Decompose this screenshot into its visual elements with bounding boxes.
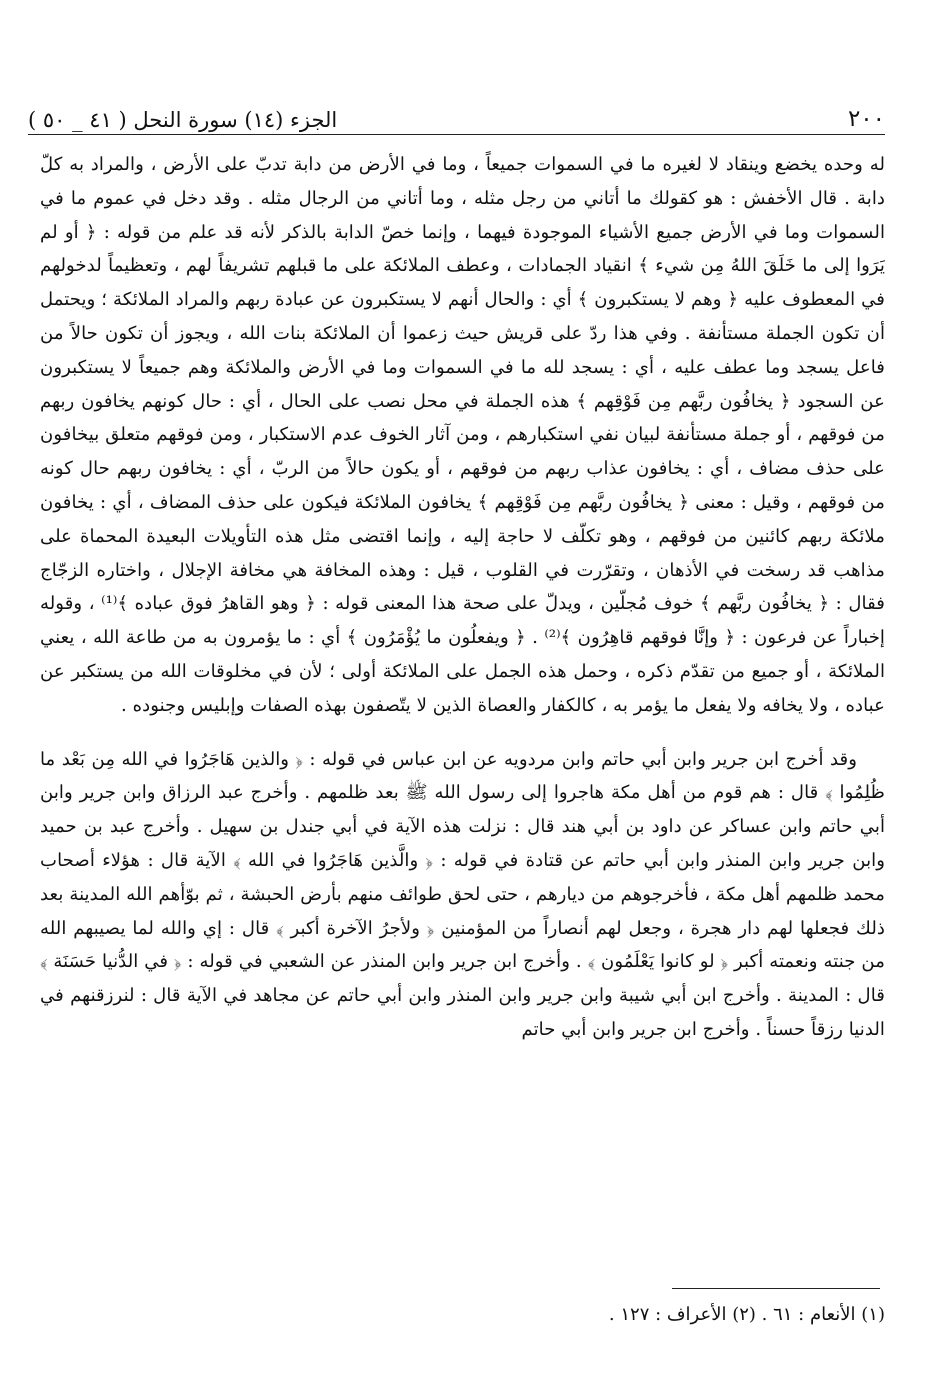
page-number: ٢٠٠: [847, 106, 885, 132]
header-divider: [28, 134, 885, 135]
page-header: [28, 92, 885, 132]
paragraph-2: وقد أخرج ابن جرير وابن أبي حاتم وابن مردويه عن ابن عباس في قوله : ﴿ والذين هَاجَرُوا في الله مِن بَعْد ما ظُلِمُوا ﴾ قال : هم قوم من أهل مكة هاجروا إلى رسول الله ﷺ بعد ظلمهم . وأخرج عبد الرزاق وابن جرير وابن أبي حاتم وابن عساكر عن داود بن أبي هند قال : نزلت هذه الآية في أبي جندل بن سهيل . وأخرج عبد بن حميد وابن جرير وابن المنذر وابن أبي حاتم عن قتادة في قوله : ﴿ والَّذين هَاجَرُوا في الله ﴾ الآية قال : هؤلاء أصحاب محمد ظلمهم أهل مكة ، فأخرجوهم من ديارهم ، حتى لحق طوائف منهم بأرض الحبشة ، ثم بوّأهم الله المدينة بعد ذلك فجعلها لهم دار هجرة ، وجعل لهم أنصاراً من المؤمنين ﴿ ولأجرُ الآخرة أكبر ﴾ قال : إي والله لما يصيبهم الله من جنته ونعمته أكبر ﴿ لو كانوا يَعْلَمُون ﴾ . وأخرج ابن جرير وابن المنذر عن الشعبي في قوله : ﴿ في الدُّنيا حَسَنَة ﴾ قال : المدينة . وأخرج ابن أبي شيبة وابن جرير وابن المنذر وابن أبي حاتم عن مجاهد في الآية قال : لنرزقنهم في الدنيا رزقاً حسناً . وأخرج ابن جرير وابن أبي حاتم: [40, 748, 885, 1040]
paragraph-1: له وحده يخضع وينقاد لا لغيره ما في السموات جميعاً ، وما في الأرض من دابة تدبّ على الأرض ، والمراد به كلّ دابة . قال الأخفش : هو كقولك ما أتاني من رجل مثله ، وما أتاني من الرجال مثله . وقد دخل في عموم ما في السموات وما في الأرض جميع الأشياء الموجودة فيهما ، وإنما خصّ الدابة بالذكر لأنه قد علم من قوله : ﴿ أو لم يَرَوا إلى ما خَلَقَ اللهُ مِن شيء ﴾ انقياد الجمادات ، وعطف الملائكة على ما قبلهم تشريفاً لهم ، وتعظيماً لدخولهم في المعطوف عليه ﴿ وهم لا يستكبرون ﴾ أي : والحال أنهم لا يستكبرون عن عبادة ربهم والمراد الملائكة ؛ ويحتمل أن تكون الجملة مستأنفة . وفي هذا ردّ على قريش حيث زعموا أن الملائكة بنات الله ، ويجوز أن تكون حالاً من فاعل يسجد وما عطف عليه ، أي : يسجد لله ما في السموات وما في الأرض والملائكة وهم جميعاً لا يستكبرون عن السجود ﴿ يخافُون ربَّهم مِن فَوْقِهم ﴾ هذه الجملة في محل نصب على الحال ، أي : حال كونهم يخافون ربهم من فوقهم ، أو جملة مستأنفة لبيان نفي استكبارهم ، ومن آثار الخوف عدم الاستكبار ، ومن فوقهم متعلق بيخافون على حذف مضاف ، أي : يخافون عذاب ربهم من فوقهم ، أو يكون حالاً من الربّ ، أي : يخافون ربهم حال كونه من فوقهم ، وقيل : معنى ﴿ يخافُون ربَّهم مِن فَوْقِهم ﴾ يخافون الملائكة فيكون على حذف المضاف ، أي : يخافون ملائكة ربهم كائنين من فوقهم ، وهو تكلّف لا حاجة إليه ، وإنما اقتضى مثل هذه التأويلات البعيدة المحماة على مذاهب قد رسخت في الأذهان ، وتقرّرت في القلوب ، قيل : وهذه المخافة هي مخافة الإجلال ، واختاره الزجّاج فقال : ﴿ يخافُون ربَّهم ﴾ خوف مُجلّين ، ويدلّ على صحة هذا المعنى قوله : ﴿ وهو القاهرُ فوق عباده ﴾⁽¹⁾ ، وقوله إخباراً عن فرعون : ﴿ وإنَّا فوقهم قاهِرُون ﴾⁽²⁾ . ﴿ ويفعلُون ما يُؤْمَرُون ﴾ أي : ما يؤمرون به من طاعة الله ، يعني الملائكة ، أو جميع من تقدّم ذكره ، وحمل هذه الجمل على الملائكة أولى ؛ لأن في مخلوقات الله من يستكبر عن عباده ، ولا يخافه ولا يفعل ما يؤمر به ، كالكفار والعصاة الذين لا يتّصفون بهذه الصفات وإبليس وجنوده .: [40, 154, 885, 716]
body-text: [40, 148, 885, 1047]
footnotes: (١) الأنعام : ٦١ . (٢) الأعراف : ١٢٧ .: [608, 1304, 885, 1325]
footnote-divider: [672, 1288, 880, 1289]
running-title: الجزء (١٤) سورة النحل ( ٤١ _ ٥٠ ): [28, 108, 338, 132]
